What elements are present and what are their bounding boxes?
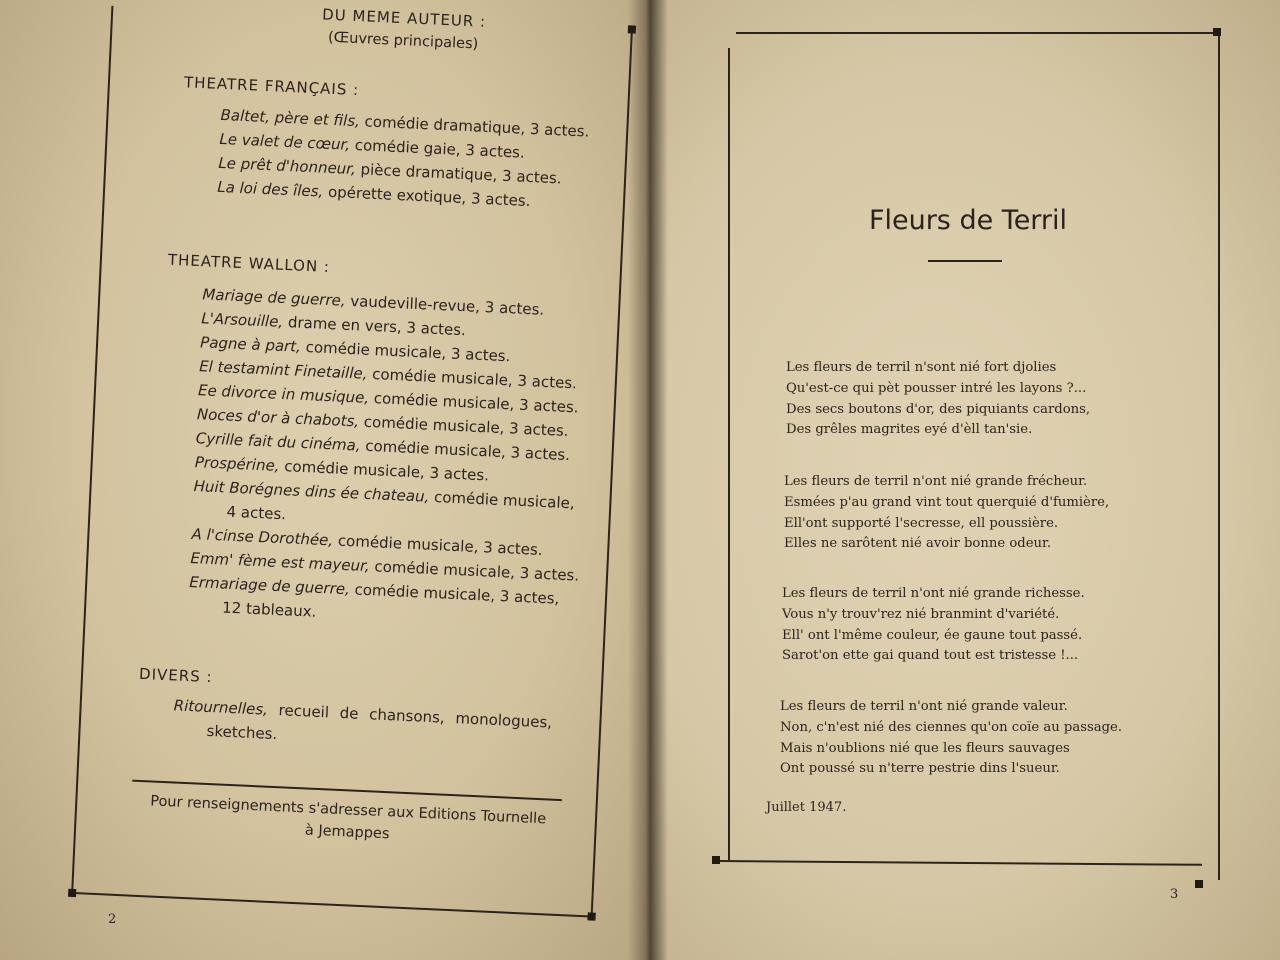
work-continuation: 4 actes. [226, 502, 287, 524]
frame-corner-bottom-right [587, 912, 595, 920]
work-description: comédie musicale, 3 actes. [358, 412, 569, 440]
work-description: opérette exotique, 3 actes. [322, 182, 531, 211]
work-title: Baltet, père et fils, [220, 105, 361, 131]
poem-line: Ell' ont l'même couleur, ée gaune tout passé. [782, 627, 1083, 643]
right-page [648, 0, 1280, 960]
page-number-left: 2 [108, 912, 117, 927]
work-title: A l'cinse Dorothée, [191, 525, 334, 550]
poem-line: Qu'est-ce qui pèt pousser intré les layons ?... [786, 380, 1087, 396]
poem-date: Juillet 1947. [766, 800, 847, 815]
work-title: El testamint Finetaille, [198, 357, 368, 383]
work-title: Prospérine, [194, 453, 280, 475]
right-page-content [648, 0, 1280, 960]
work-description: comédie musicale, 3 actes. [367, 364, 578, 393]
frame-left-border [728, 48, 730, 860]
poem-line: Des secs boutons d'or, des piquiants cardons, [786, 401, 1091, 417]
work-description: comédie dramatique, 3 actes. [359, 112, 590, 141]
poem-stanza [786, 358, 1090, 441]
frame-corner-bottom-left [68, 889, 76, 897]
work-title: Pagne à part, [199, 333, 302, 356]
work-description: comédie musicale, 3 actes, [349, 580, 560, 608]
poem-title: Fleurs de Terril [868, 205, 1068, 236]
work-description: pièce dramatique, 3 actes. [355, 160, 562, 188]
section-header-author: DU MEME AUTEUR : [321, 5, 487, 31]
work-title: Ritournelles, [173, 696, 269, 719]
work-title: Cyrille fait du cinéma, [195, 429, 361, 455]
poem-line: Des grêles magrites eyé d'èll tan'sie. [786, 422, 1033, 438]
work-title: L'Arsouille, [200, 309, 284, 331]
theatre-wallon-list [188, 282, 592, 635]
frame-right-border [591, 29, 633, 916]
poem-line: Vous n'y trouv'rez nié branmint d'variété. [782, 606, 1060, 622]
frame-corner-bottom-left [712, 856, 720, 864]
work-description: comédie musicale, 3 actes. [368, 388, 579, 417]
poem-line: Les fleurs de terril n'ont nié grande frécheur. [784, 474, 1088, 489]
work-description: comédie musicale, 3 actes. [300, 337, 511, 366]
frame-corner-top-right [1213, 28, 1221, 36]
work-description: comédie musicale, 3 actes. [279, 456, 490, 485]
work-title: La loi des îles, [216, 177, 324, 201]
poem-line: Elles ne sarôtent nié avoir bonne odeur. [784, 536, 1052, 552]
poem-line: Les fleurs de terril n'ont nié grande richesse. [782, 586, 1085, 601]
work-description: comédie musicale, 3 actes. [332, 531, 543, 559]
frame-top-border [736, 32, 1218, 34]
heading-theatre-wallon: THEATRE WALLON : [167, 250, 331, 276]
work-title: Noces d'or à chabots, [196, 405, 360, 431]
work-continuation: 12 tableaux. [221, 598, 317, 621]
poem-line: Les fleurs de terril n'sont nié fort djolies [786, 360, 1057, 375]
work-description: recueil de chansons, monologues, [267, 700, 553, 732]
poem-line: Ont poussé su n'terre pestrie dins l'sueur. [780, 761, 1060, 777]
theatre-francais-list [217, 103, 590, 216]
frame-bottom-border [71, 892, 591, 918]
title-underline [928, 260, 1002, 262]
poem-line: Mais n'oublions nié que les fleurs sauvages [780, 740, 1070, 756]
poem-line: Ell'ont supporté l'secresse, ell poussière. [784, 515, 1059, 531]
work-description: vaudeville-revue, 3 actes. [345, 291, 545, 319]
divers-list [172, 693, 552, 758]
footer-line-2: à Jemappes [304, 822, 390, 843]
book-gutter [628, 0, 668, 960]
poem-line: Sarot'on ette gai quand tout est tristesse !... [782, 648, 1079, 664]
work-title: Ee divorce in musique, [197, 381, 370, 407]
frame-right-border [1218, 34, 1220, 880]
poem-stanza [780, 697, 1122, 780]
poem-line: Les fleurs de terril n'ont nié grande valeur. [780, 699, 1068, 714]
poem-stanza [782, 584, 1085, 667]
poem-line: Esmées p'au grand vint tout querquié d'fumière, [784, 494, 1110, 510]
section-subheader: (Œuvres principales) [327, 29, 479, 53]
footer-line-1: Pour renseignements s'adresser aux Editions Tournelle [149, 793, 547, 828]
poem-line: Non, c'n'est nié des ciennes qu'on coïe au passage. [780, 719, 1123, 735]
heading-theatre-francais: THEATRE FRANÇAIS : [183, 73, 360, 100]
work-description: comédie musicale, 3 actes. [369, 557, 580, 585]
page-number-right: 3 [1170, 887, 1179, 902]
work-entry [172, 693, 552, 758]
frame-left-border [71, 6, 113, 893]
work-description: drame en vers, 3 actes. [282, 312, 467, 340]
work-title: Huit Borégnes dins ée chateau, [193, 477, 430, 506]
poem-stanza [784, 472, 1109, 555]
work-continuation: sketches. [206, 721, 278, 744]
work-description: comédie musicale, 3 actes. [360, 436, 571, 465]
frame-bottom-border [720, 860, 1202, 865]
work-title: Le valet de cœur, [219, 129, 351, 154]
work-description: comédie musicale, [428, 487, 576, 513]
work-title: Le prêt d'honneur, [218, 153, 357, 179]
heading-divers: DIVERS : [138, 664, 213, 687]
frame-corner-bottom-right [1195, 880, 1203, 888]
work-title: Ermariage de guerre, [188, 572, 351, 599]
work-title: Mariage de guerre, [202, 285, 346, 310]
work-title: Emm' fème est mayeur, [190, 548, 371, 576]
work-description: comédie gaie, 3 actes. [349, 135, 526, 162]
